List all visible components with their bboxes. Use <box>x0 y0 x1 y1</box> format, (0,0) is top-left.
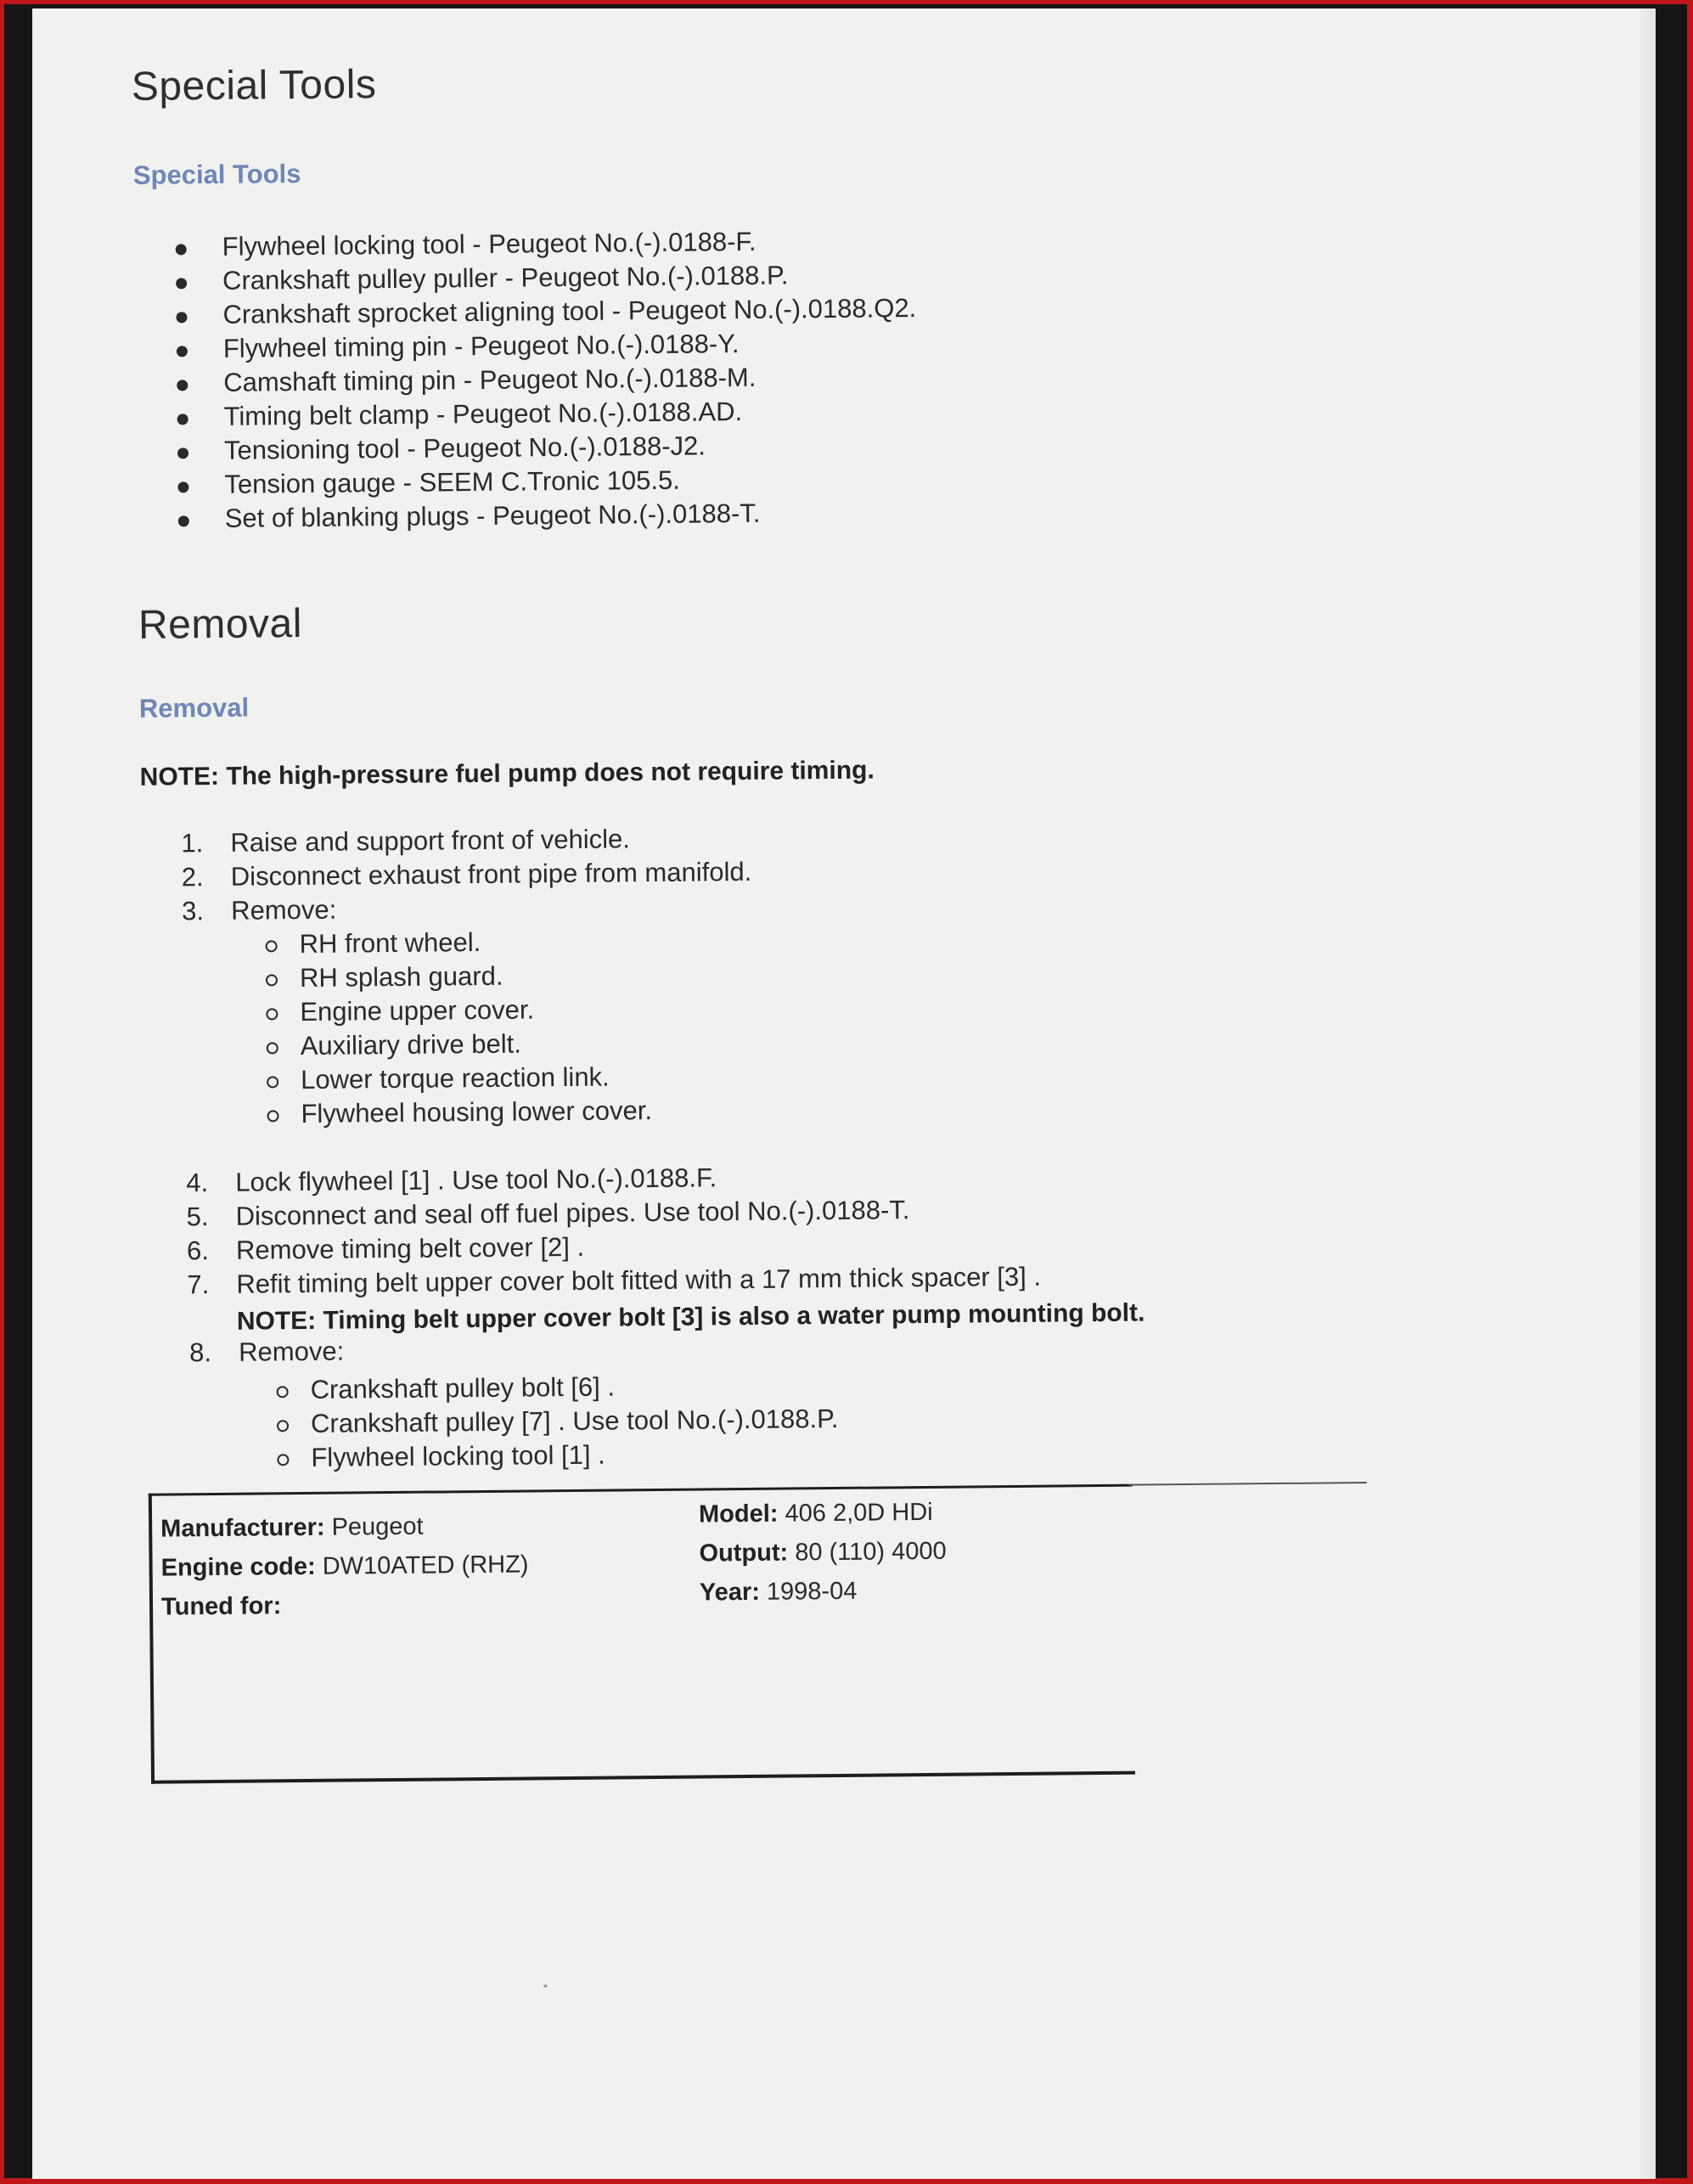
tuned-for-label: Tuned for: <box>160 1592 282 1621</box>
removal-step <box>187 1260 1041 1303</box>
cover-bolt-note: NOTE: Timing belt upper cover bolt [3] is also a water pump mounting bolt. <box>236 1298 1145 1336</box>
manufacturer-row <box>160 1513 424 1544</box>
output-value: 80 (110) 4000 <box>795 1537 947 1567</box>
removal-subheading: Removal <box>138 692 250 723</box>
remove-subitem: RH front wheel. <box>265 924 650 961</box>
special-tool-item: Crankshaft pulley puller - Peugeot No.(-).0188.P. <box>176 257 916 298</box>
removal-step <box>181 821 751 860</box>
special-tool-item: Tension gauge - SEEM C.Tronic 105.5. <box>177 461 918 502</box>
output-row <box>699 1538 946 1568</box>
scan-speck <box>543 1984 547 1987</box>
step-text: Remove: <box>231 894 337 926</box>
remove-subitem: Flywheel housing lower cover. <box>267 1094 652 1131</box>
special-tools-heading: Special Tools <box>131 62 377 110</box>
step-text: Remove timing belt cover [2] . <box>235 1231 585 1265</box>
year-row <box>700 1578 858 1607</box>
step-text: Lock flywheel [1] . Use tool No.(-).0188.F. <box>235 1162 717 1197</box>
engine-code-row <box>160 1551 528 1582</box>
model-label: Model: <box>698 1500 779 1528</box>
removal-note: NOTE: The high-pressure fuel pump does not require timing. <box>139 756 875 791</box>
step-number: 8. <box>189 1337 212 1368</box>
special-tool-item: Timing belt clamp - Peugeot No.(-).0188.AD. <box>177 393 917 434</box>
step-text: Remove: <box>239 1336 345 1367</box>
special-tools-list <box>176 223 919 536</box>
model-row <box>699 1499 933 1529</box>
special-tool-item: Crankshaft sprocket aligning tool - Peugeot No.(-).0188.Q2. <box>176 291 916 332</box>
removal-heading: Removal <box>138 600 303 648</box>
remove-subitem: Crankshaft pulley bolt [6] . <box>276 1368 838 1407</box>
scanned-page <box>32 8 1656 2179</box>
remove-subitem: Crankshaft pulley [7] . Use tool No.(-).0188.P. <box>277 1402 839 1441</box>
year-value: 1998-04 <box>766 1577 858 1606</box>
removal-steps-4-7 <box>186 1158 1041 1303</box>
special-tools-subheading: Special Tools <box>132 158 301 190</box>
special-tool-item: Tensioning tool - Peugeot No.(-).0188-J2. <box>177 427 918 468</box>
remove-subitem: Engine upper cover. <box>266 992 651 1029</box>
remove-sublist-2 <box>276 1368 839 1475</box>
step-number: 3. <box>182 896 205 926</box>
removal-step-8 <box>189 1335 344 1371</box>
manufacturer-value: Peugeot <box>331 1512 424 1541</box>
step-number: 5. <box>186 1202 209 1232</box>
removal-step <box>182 889 752 928</box>
removal-steps-1-3 <box>181 821 752 928</box>
step-number: 1. <box>181 828 204 858</box>
special-tool-item: Flywheel locking tool - Peugeot No.(-).0188-F. <box>176 223 916 264</box>
step-text: Disconnect and seal off fuel pipes. Use tool No.(-).0188-T. <box>235 1195 910 1231</box>
engine-code-value: DW10ATED (RHZ) <box>322 1551 529 1580</box>
step-number: 7. <box>187 1269 210 1300</box>
model-value: 406 2,0D HDi <box>785 1498 933 1528</box>
page-content <box>32 8 1656 2179</box>
box-top-rule <box>1129 1482 1367 1486</box>
manufacturer-label: Manufacturer: <box>160 1513 325 1543</box>
step-text: Refit timing belt upper cover bolt fitted with a 17 mm thick spacer [3] . <box>236 1261 1042 1299</box>
remove-sublist <box>265 924 652 1131</box>
remove-subitem: Flywheel locking tool [1] . <box>277 1436 839 1475</box>
step-text: Disconnect exhaust front pipe from manifold. <box>230 856 752 892</box>
step-text: Raise and support front of vehicle. <box>230 824 631 858</box>
tuned-for-row <box>161 1592 282 1621</box>
remove-subitem: RH splash guard. <box>266 958 651 995</box>
step-number: 2. <box>181 862 204 892</box>
special-tool-item: Flywheel timing pin - Peugeot No.(-).0188-Y. <box>177 325 917 366</box>
remove-subitem: Auxiliary drive belt. <box>267 1026 652 1063</box>
step-number: 6. <box>186 1236 210 1266</box>
output-label: Output: <box>699 1539 789 1568</box>
special-tool-item: Set of blanking plugs - Peugeot No.(-).0188-T. <box>178 495 919 536</box>
removal-step <box>182 855 752 894</box>
engine-code-label: Engine code: <box>160 1552 316 1582</box>
remove-subitem: Lower torque reaction link. <box>267 1060 652 1097</box>
removal-step <box>189 1335 344 1371</box>
year-label: Year: <box>699 1578 761 1607</box>
special-tool-item: Camshaft timing pin - Peugeot No.(-).0188-M. <box>177 359 917 400</box>
step-number: 4. <box>186 1168 209 1198</box>
